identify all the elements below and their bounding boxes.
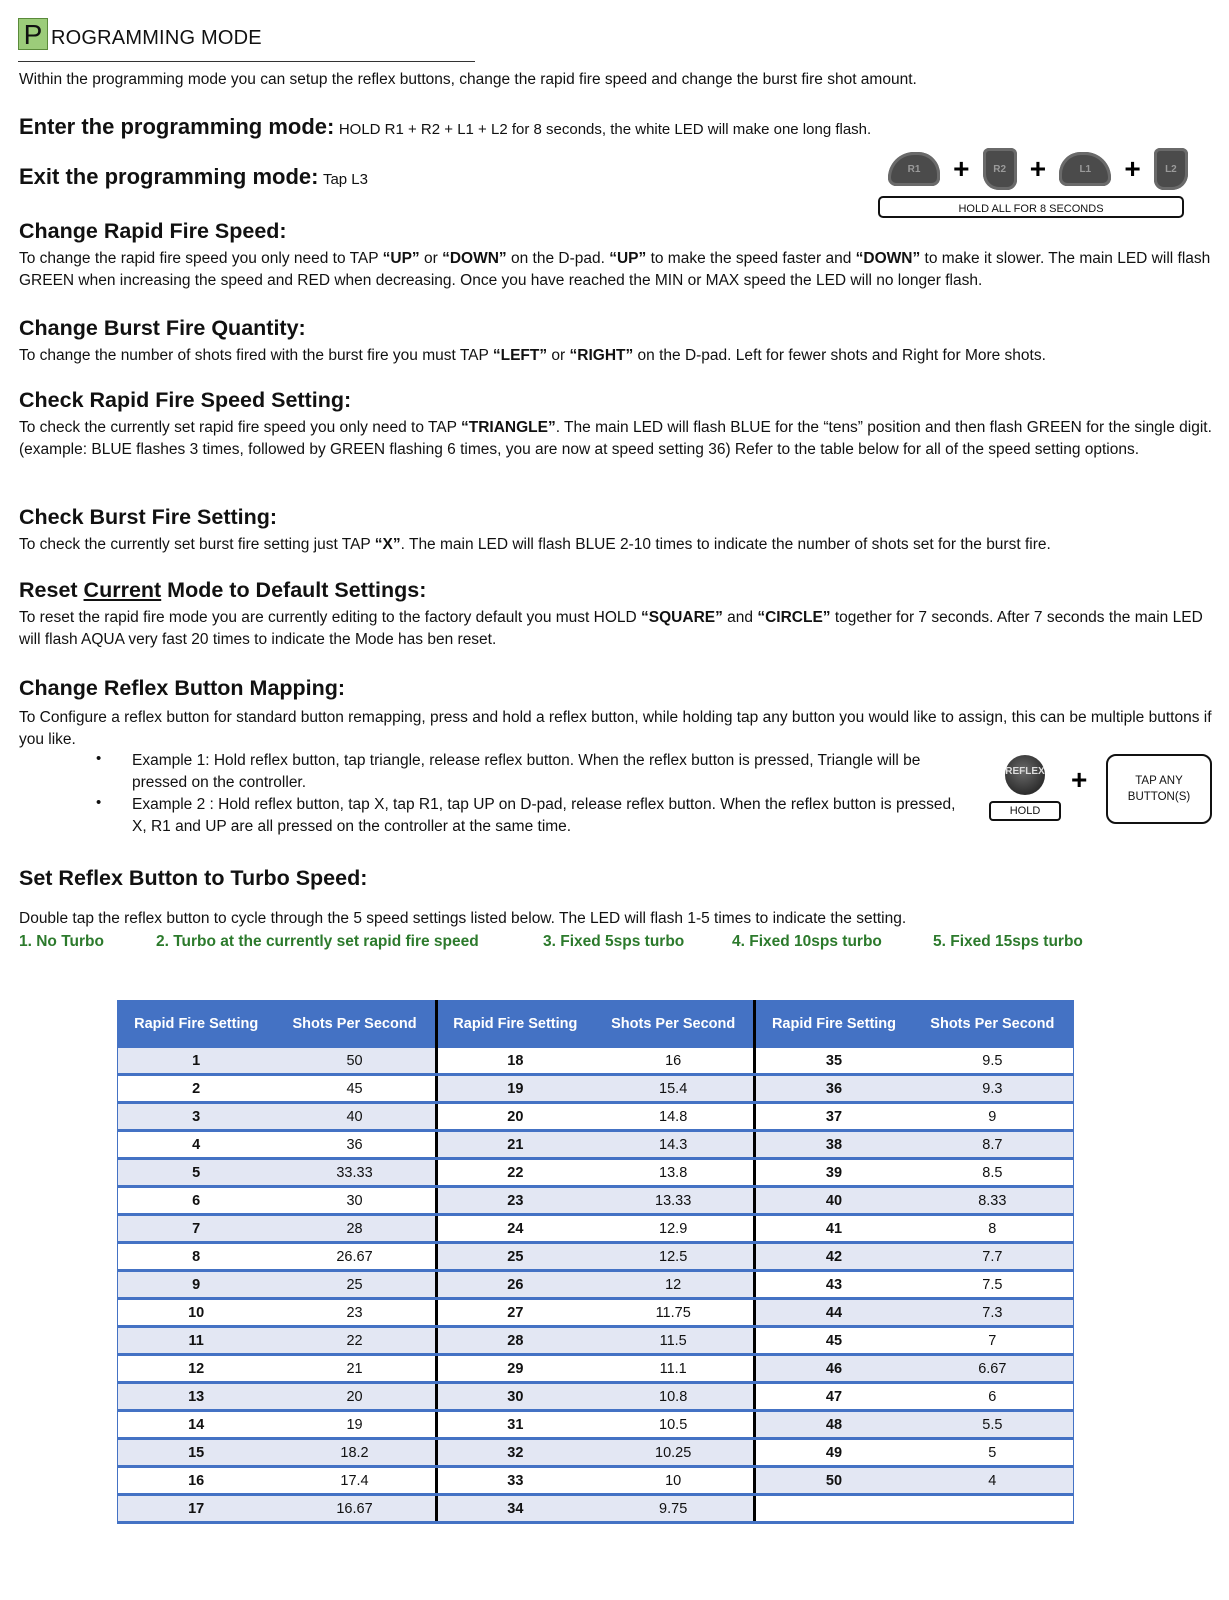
col-header: Shots Per Second — [274, 1000, 436, 1048]
reflex-example-1: • Example 1: Hold reflex button, tap triangle, release reflex button. When the reflex button is pressed, Triangle will be pressed on the controller. — [96, 750, 956, 794]
shots-per-second-cell: 12.5 — [593, 1243, 755, 1271]
table-row — [118, 1383, 1074, 1411]
shots-per-second-cell: 9.75 — [593, 1495, 755, 1523]
rapid-fire-setting-cell: 21 — [436, 1131, 593, 1159]
rapid-fire-setting-cell: 40 — [755, 1187, 912, 1215]
check-speed-text: To check the currently set rapid fire speed you only need to TAP “TRIANGLE”. The main LED will flash BLUE for the “tens” position and then flash GREEN for the single digit. (example: BLUE flashes 3 times, followed by GREEN flashing 6 times, you are now at speed setting 36) Refer to the table below for all of the speed setting options. — [19, 419, 1212, 458]
plus-icon: + — [1071, 764, 1088, 795]
shots-per-second-cell: 10.8 — [593, 1383, 755, 1411]
rapid-fire-setting-cell: 22 — [436, 1159, 593, 1187]
rapid-fire-setting-cell: 32 — [436, 1439, 593, 1467]
shots-per-second-cell: 30 — [274, 1187, 436, 1215]
r2-trigger-icon: R2 — [983, 148, 1017, 190]
rapid-fire-setting-cell: 16 — [118, 1467, 275, 1495]
rapid-fire-setting-cell: 14 — [118, 1411, 275, 1439]
rapid-fire-setting-cell: 46 — [755, 1355, 912, 1383]
turbo-option: 2. Turbo at the currently set rapid fire speed — [156, 933, 479, 950]
table-row — [118, 1355, 1074, 1383]
shots-per-second-cell: 9.3 — [912, 1075, 1074, 1103]
rapid-fire-setting-cell: 2 — [118, 1075, 275, 1103]
turbo-options — [19, 933, 1119, 955]
shots-per-second-cell: 5 — [912, 1439, 1074, 1467]
turbo-option: 3. Fixed 5sps turbo — [543, 933, 685, 950]
reset-text: To reset the rapid fire mode you are currently editing to the factory default you must HOLD “SQUARE” and “CIRCLE” together for 7 seconds. After 7 seconds the main LED will flash AQUA very fast 20 times to indicate the Mode has ben reset. — [19, 609, 1203, 648]
check-burst-heading: Check Burst Fire Setting: — [19, 505, 278, 529]
col-header: Shots Per Second — [593, 1000, 755, 1048]
shots-per-second-cell: 19 — [274, 1411, 436, 1439]
shots-per-second-cell: 15.4 — [593, 1075, 755, 1103]
shots-per-second-cell: 11.75 — [593, 1299, 755, 1327]
shots-per-second-cell: 40 — [274, 1103, 436, 1131]
col-header: Rapid Fire Setting — [755, 1000, 912, 1048]
shots-per-second-cell: 16.67 — [274, 1495, 436, 1523]
shots-per-second-cell: 11.5 — [593, 1327, 755, 1355]
table-row — [118, 1243, 1074, 1271]
bullet-icon: • — [96, 750, 102, 767]
hold-all-label: HOLD ALL FOR 8 SECONDS — [878, 196, 1184, 218]
reset-heading: Reset Current Mode to Default Settings: — [19, 578, 427, 602]
intro-text: Within the programming mode you can setup the reflex buttons, change the rapid fire speed and change the burst fire shot amount. — [19, 71, 917, 88]
turbo-option: 1. No Turbo — [19, 933, 104, 950]
table-row — [118, 1131, 1074, 1159]
rapid-fire-setting-cell: 45 — [755, 1327, 912, 1355]
l2-trigger-icon: L2 — [1154, 148, 1188, 190]
burst-qty-text: To change the number of shots fired with the burst fire you must TAP “LEFT” or “RIGHT” on the D-pad. Left for fewer shots and Right for More shots. — [19, 347, 1046, 364]
table-row — [118, 1495, 1074, 1523]
bullet-icon: • — [96, 794, 102, 811]
shots-per-second-cell: 10 — [593, 1467, 755, 1495]
col-header: Shots Per Second — [912, 1000, 1074, 1048]
shots-per-second-cell: 8.7 — [912, 1131, 1074, 1159]
table-row — [118, 1411, 1074, 1439]
plus-icon: + — [953, 153, 970, 184]
table-row — [118, 1187, 1074, 1215]
r1-trigger-icon: R1 — [888, 152, 940, 186]
rapid-fire-setting-cell — [755, 1495, 912, 1523]
rapid-fire-setting-cell: 20 — [436, 1103, 593, 1131]
turbo-option: 5. Fixed 15sps turbo — [933, 933, 1083, 950]
table-row — [118, 1327, 1074, 1355]
reflex-hold-label: HOLD — [989, 801, 1061, 821]
rapid-fire-setting-cell: 23 — [436, 1187, 593, 1215]
rapid-fire-setting-cell: 29 — [436, 1355, 593, 1383]
shots-per-second-cell: 17.4 — [274, 1467, 436, 1495]
rapid-fire-setting-cell: 8 — [118, 1243, 275, 1271]
shots-per-second-cell: 12.9 — [593, 1215, 755, 1243]
enter-mode-heading: Enter the programming mode: — [19, 114, 335, 139]
rapid-fire-setting-cell: 28 — [436, 1327, 593, 1355]
table-row — [118, 1467, 1074, 1495]
rapid-fire-setting-cell: 7 — [118, 1215, 275, 1243]
shots-per-second-cell: 9 — [912, 1103, 1074, 1131]
enter-mode-text: HOLD R1 + R2 + L1 + L2 for 8 seconds, the white LED will make one long flash. — [338, 121, 872, 138]
turbo-heading: Set Reflex Button to Turbo Speed: — [19, 866, 368, 890]
reflex-button-icon: REFLEX — [1005, 755, 1045, 795]
table-header-row — [118, 1000, 1074, 1048]
reflex-map-text: To Configure a reflex button for standard button remapping, press and hold a reflex button, while holding tap any button you would like to assign, this can be multiple buttons if you like. — [19, 709, 1212, 748]
exit-mode-line — [19, 164, 368, 190]
shots-per-second-cell: 23 — [274, 1299, 436, 1327]
shots-per-second-cell: 11.1 — [593, 1355, 755, 1383]
rapid-fire-setting-cell: 4 — [118, 1131, 275, 1159]
rapid-fire-setting-cell: 17 — [118, 1495, 275, 1523]
shots-per-second-cell: 14.3 — [593, 1131, 755, 1159]
enter-mode-line — [19, 114, 871, 140]
shots-per-second-cell: 10.5 — [593, 1411, 755, 1439]
rapid-fire-setting-cell: 5 — [118, 1159, 275, 1187]
reflex-map-heading: Change Reflex Button Mapping: — [19, 676, 346, 700]
rapid-fire-setting-cell: 12 — [118, 1355, 275, 1383]
shots-per-second-cell: 16 — [593, 1048, 755, 1075]
rapid-fire-setting-cell: 38 — [755, 1131, 912, 1159]
shots-per-second-cell: 7.3 — [912, 1299, 1074, 1327]
rapid-fire-setting-cell: 3 — [118, 1103, 275, 1131]
title-text: ROGRAMMING MODE — [51, 27, 262, 49]
rapid-fire-setting-cell: 11 — [118, 1327, 275, 1355]
rapid-fire-setting-cell: 43 — [755, 1271, 912, 1299]
shots-per-second-cell: 50 — [274, 1048, 436, 1075]
rapid-fire-setting-cell: 18 — [436, 1048, 593, 1075]
shots-per-second-cell: 26.67 — [274, 1243, 436, 1271]
shots-per-second-cell: 21 — [274, 1355, 436, 1383]
rapid-speed-heading: Change Rapid Fire Speed: — [19, 219, 287, 243]
shots-per-second-cell: 25 — [274, 1271, 436, 1299]
shots-per-second-cell: 9.5 — [912, 1048, 1074, 1075]
rapid-fire-setting-cell: 47 — [755, 1383, 912, 1411]
exit-mode-text: Tap L3 — [322, 171, 368, 188]
rapid-fire-setting-cell: 44 — [755, 1299, 912, 1327]
table-row — [118, 1048, 1074, 1075]
page-title — [18, 18, 262, 50]
rapid-fire-setting-cell: 9 — [118, 1271, 275, 1299]
shots-per-second-cell: 28 — [274, 1215, 436, 1243]
shots-per-second-cell: 6 — [912, 1383, 1074, 1411]
shots-per-second-cell — [912, 1495, 1074, 1523]
plus-icon: + — [1029, 153, 1047, 184]
table-row — [118, 1299, 1074, 1327]
rapid-fire-setting-cell: 35 — [755, 1048, 912, 1075]
col-header: Rapid Fire Setting — [118, 1000, 275, 1048]
rapid-fire-setting-cell: 33 — [436, 1467, 593, 1495]
shots-per-second-cell: 8.33 — [912, 1187, 1074, 1215]
rapid-fire-setting-cell: 34 — [436, 1495, 593, 1523]
shots-per-second-cell: 14.8 — [593, 1103, 755, 1131]
shots-per-second-cell: 4 — [912, 1467, 1074, 1495]
rapid-fire-setting-cell: 15 — [118, 1439, 275, 1467]
rapid-fire-setting-cell: 39 — [755, 1159, 912, 1187]
turbo-option: 4. Fixed 10sps turbo — [732, 933, 882, 950]
table-row — [118, 1103, 1074, 1131]
shots-per-second-cell: 8.5 — [912, 1159, 1074, 1187]
shots-per-second-cell: 20 — [274, 1383, 436, 1411]
shots-per-second-cell: 13.33 — [593, 1187, 755, 1215]
rapid-fire-setting-cell: 36 — [755, 1075, 912, 1103]
rapid-fire-setting-cell: 27 — [436, 1299, 593, 1327]
rapid-fire-setting-cell: 1 — [118, 1048, 275, 1075]
rapid-fire-setting-cell: 42 — [755, 1243, 912, 1271]
table-row — [118, 1439, 1074, 1467]
rapid-fire-setting-cell: 25 — [436, 1243, 593, 1271]
rapid-fire-setting-cell: 24 — [436, 1215, 593, 1243]
shots-per-second-cell: 7.7 — [912, 1243, 1074, 1271]
exit-mode-heading: Exit the programming mode: — [19, 164, 319, 189]
shots-per-second-cell: 10.25 — [593, 1439, 755, 1467]
l1-trigger-icon: L1 — [1059, 152, 1111, 186]
rapid-fire-setting-cell: 10 — [118, 1299, 275, 1327]
tap-any-button-label: TAP ANY BUTTON(S) — [1106, 754, 1212, 824]
rapid-fire-setting-cell: 6 — [118, 1187, 275, 1215]
col-header: Rapid Fire Setting — [436, 1000, 593, 1048]
rapid-fire-setting-cell: 26 — [436, 1271, 593, 1299]
rapid-fire-setting-cell: 31 — [436, 1411, 593, 1439]
rapid-speed-text: To change the rapid fire speed you only need to TAP “UP” or “DOWN” on the D-pad. “UP” to make the speed faster and “DOWN” to make it slower. The main LED will flash GREEN when increasing the speed and RED when decreasing. Once you have reached the MIN or MAX speed the LED will no longer flash. — [19, 250, 1211, 289]
table-row — [118, 1075, 1074, 1103]
shots-per-second-cell: 5.5 — [912, 1411, 1074, 1439]
burst-qty-heading: Change Burst Fire Quantity: — [19, 316, 306, 340]
shots-per-second-cell: 18.2 — [274, 1439, 436, 1467]
shots-per-second-cell: 7 — [912, 1327, 1074, 1355]
plus-icon: + — [1124, 153, 1141, 184]
turbo-text: Double tap the reflex button to cycle through the 5 speed settings listed below. The LED will flash 1-5 times to indicate the setting. — [19, 910, 907, 927]
shots-per-second-cell: 36 — [274, 1131, 436, 1159]
shots-per-second-cell: 8 — [912, 1215, 1074, 1243]
shots-per-second-cell: 33.33 — [274, 1159, 436, 1187]
shots-per-second-cell: 7.5 — [912, 1271, 1074, 1299]
rapid-fire-setting-cell: 50 — [755, 1467, 912, 1495]
shots-per-second-cell: 13.8 — [593, 1159, 755, 1187]
rapid-fire-setting-cell: 19 — [436, 1075, 593, 1103]
rapid-fire-setting-cell: 13 — [118, 1383, 275, 1411]
title-divider — [18, 61, 475, 62]
button-combo-diagram — [888, 148, 1188, 190]
shots-per-second-cell: 22 — [274, 1327, 436, 1355]
rapid-fire-setting-cell: 30 — [436, 1383, 593, 1411]
rapid-fire-table — [117, 1000, 1074, 1524]
shots-per-second-cell: 6.67 — [912, 1355, 1074, 1383]
shots-per-second-cell: 12 — [593, 1271, 755, 1299]
table-row — [118, 1159, 1074, 1187]
table-row — [118, 1215, 1074, 1243]
shots-per-second-cell: 45 — [274, 1075, 436, 1103]
reflex-example-2: • Example 2 : Hold reflex button, tap X, tap R1, tap UP on D-pad, release reflex button. When the reflex button is pressed, X, R1 and UP are all pressed on the controller at the same time. — [96, 794, 956, 838]
rapid-fire-setting-cell: 41 — [755, 1215, 912, 1243]
rapid-fire-setting-cell: 37 — [755, 1103, 912, 1131]
table-row — [118, 1271, 1074, 1299]
check-burst-text: To check the currently set burst fire setting just TAP “X”. The main LED will flash BLUE 2-10 times to indicate the number of shots set for the burst fire. — [19, 536, 1051, 553]
title-dropcap: P — [18, 18, 48, 50]
rapid-fire-setting-cell: 48 — [755, 1411, 912, 1439]
check-speed-heading: Check Rapid Fire Speed Setting: — [19, 388, 352, 412]
rapid-fire-setting-cell: 49 — [755, 1439, 912, 1467]
